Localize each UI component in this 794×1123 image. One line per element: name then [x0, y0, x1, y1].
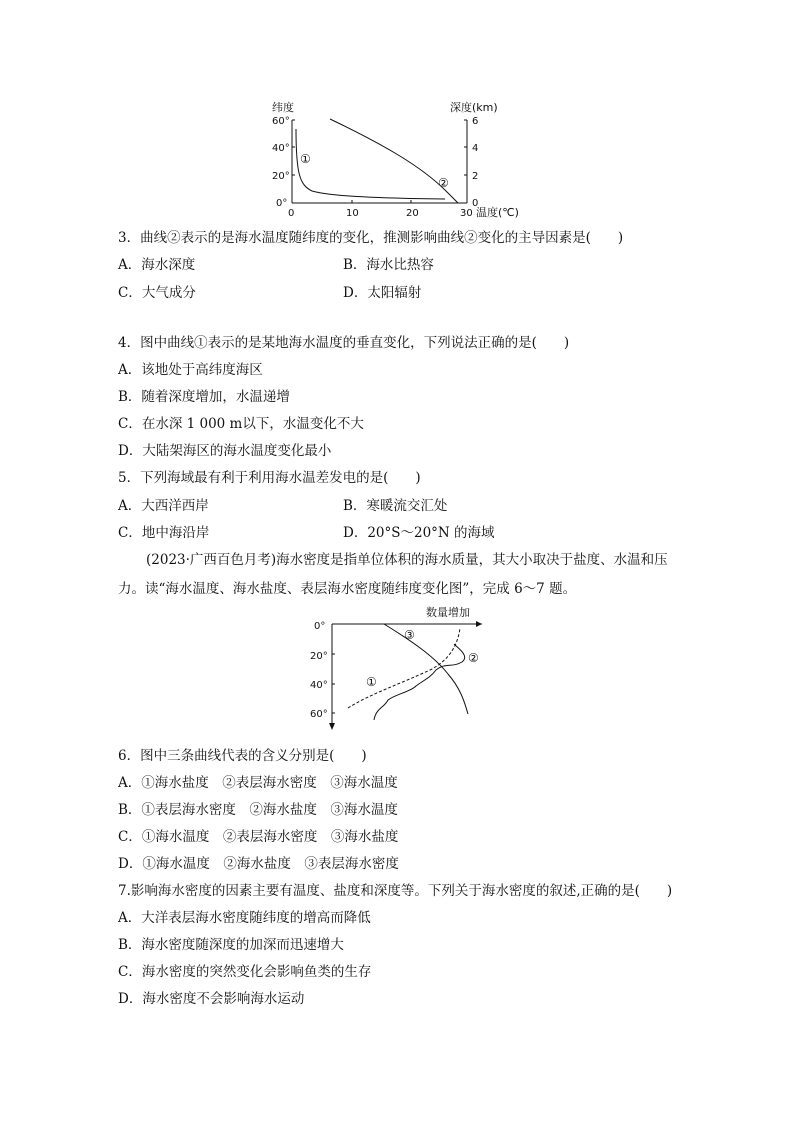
q6-option-d[interactable]: D．①海水温度 ②海水盐度 ③表层海水密度 — [118, 856, 399, 872]
q6-option-c[interactable]: C．①海水温度 ②表层海水密度 ③海水盐度 — [118, 829, 399, 845]
curve-3-label: ③ — [404, 628, 415, 642]
q6-option-a[interactable]: A．①海水盐度 ②表层海水密度 ③海水温度 — [118, 775, 398, 791]
y-tick-60: 60° — [310, 709, 328, 720]
curve-2 — [330, 119, 458, 203]
q5-option-d[interactable]: D．20°S～20°N 的海域 — [343, 525, 495, 541]
q5-option-c[interactable]: C．地中海沿岸 — [118, 525, 210, 541]
question-5-stem: 5．下列海域最有利于利用海水温差发电的是( ) — [118, 470, 421, 486]
x-axis-title: 温度(℃) — [476, 206, 519, 219]
arrow-label: 数量增加 — [426, 606, 470, 619]
curve-3 — [384, 624, 468, 714]
q4-option-c[interactable]: C．在水深 1 000 m以下，水温变化不大 — [118, 416, 364, 432]
left-tick-40: 40° — [272, 143, 290, 154]
q3-option-a[interactable]: A．海水深度 — [118, 257, 196, 273]
q4-option-d[interactable]: D．大陆架海区的海水温度变化最小 — [118, 443, 332, 459]
q4-option-a[interactable]: A．该地处于高纬度海区 — [118, 362, 263, 378]
q5-option-a[interactable]: A．大西洋西岸 — [118, 498, 209, 514]
q4-option-b[interactable]: B．随着深度增加，水温递增 — [118, 389, 290, 405]
curve-2 — [374, 644, 465, 720]
q5-option-b[interactable]: B．寒暖流交汇处 — [343, 498, 448, 514]
q7-option-d[interactable]: D．海水密度不会影响海水运动 — [118, 991, 305, 1007]
x-tick-10: 10 — [346, 208, 359, 219]
y-tick-0: 0° — [314, 621, 326, 632]
x-tick-0: 0 — [288, 208, 295, 219]
question-6-stem: 6．图中三条曲线代表的含义分别是( ) — [118, 748, 367, 764]
left-axis-title: 纬度 — [272, 101, 294, 114]
left-tick-20: 20° — [272, 171, 290, 182]
right-tick-6: 6 — [472, 116, 479, 127]
q7-option-a[interactable]: A．大洋表层海水密度随纬度的增高而降低 — [118, 910, 371, 926]
y-tick-40: 40° — [310, 680, 328, 691]
figure-density-salinity-temperature — [300, 604, 500, 734]
right-tick-0: 0 — [472, 198, 479, 209]
curve-1-label: ① — [300, 152, 311, 166]
x-tick-20: 20 — [406, 208, 419, 219]
top-axis-arrow — [476, 621, 482, 627]
q3-option-d[interactable]: D．太阳辐射 — [343, 285, 422, 301]
curve-2-label: ② — [438, 176, 449, 190]
q3-option-c[interactable]: C．大气成分 — [118, 285, 196, 301]
q7-option-b[interactable]: B．海水密度随深度的加深而迅速增大 — [118, 937, 344, 953]
left-tick-60: 60° — [272, 116, 290, 127]
passage-line-2: 力。读“海水温度、海水盐度、表层海水密度随纬度变化图”，完成 6～7 题。 — [118, 581, 577, 597]
right-tick-4: 4 — [472, 143, 479, 154]
q6-option-b[interactable]: B．①表层海水密度 ②海水盐度 ③海水温度 — [118, 802, 398, 818]
left-axis-arrow — [329, 723, 335, 730]
figure-temperature-latitude-depth — [260, 95, 530, 225]
question-4-stem: 4．图中曲线①表示的是某地海水温度的垂直变化，下列说法正确的是( ) — [118, 335, 570, 351]
passage-line-1: (2023·广西百色月考)海水密度是指单位体积的海水质量，其大小取决于盐度、水温和压 — [146, 552, 668, 568]
left-tick-0: 0° — [276, 198, 288, 209]
reading-passage — [118, 546, 678, 604]
right-tick-2: 2 — [472, 171, 479, 182]
curve-1-label: ① — [366, 675, 377, 689]
question-7-stem: 7.影响海水密度的因素主要有温度、盐度和深度等。下列关于海水密度的叙述,正确的是( ) — [118, 883, 673, 899]
right-axis-title: 深度(km) — [450, 101, 498, 114]
y-tick-20: 20° — [310, 651, 328, 662]
question-3-stem: 3．曲线②表示的是海水温度随纬度的变化，推测影响曲线②变化的主导因素是( ) — [118, 230, 624, 246]
q3-option-b[interactable]: B．海水比热容 — [343, 257, 434, 273]
x-tick-30: 30 — [460, 208, 473, 219]
q7-option-c[interactable]: C．海水密度的突然变化会影响鱼类的生存 — [118, 964, 372, 980]
curve-2-label: ② — [468, 651, 479, 665]
